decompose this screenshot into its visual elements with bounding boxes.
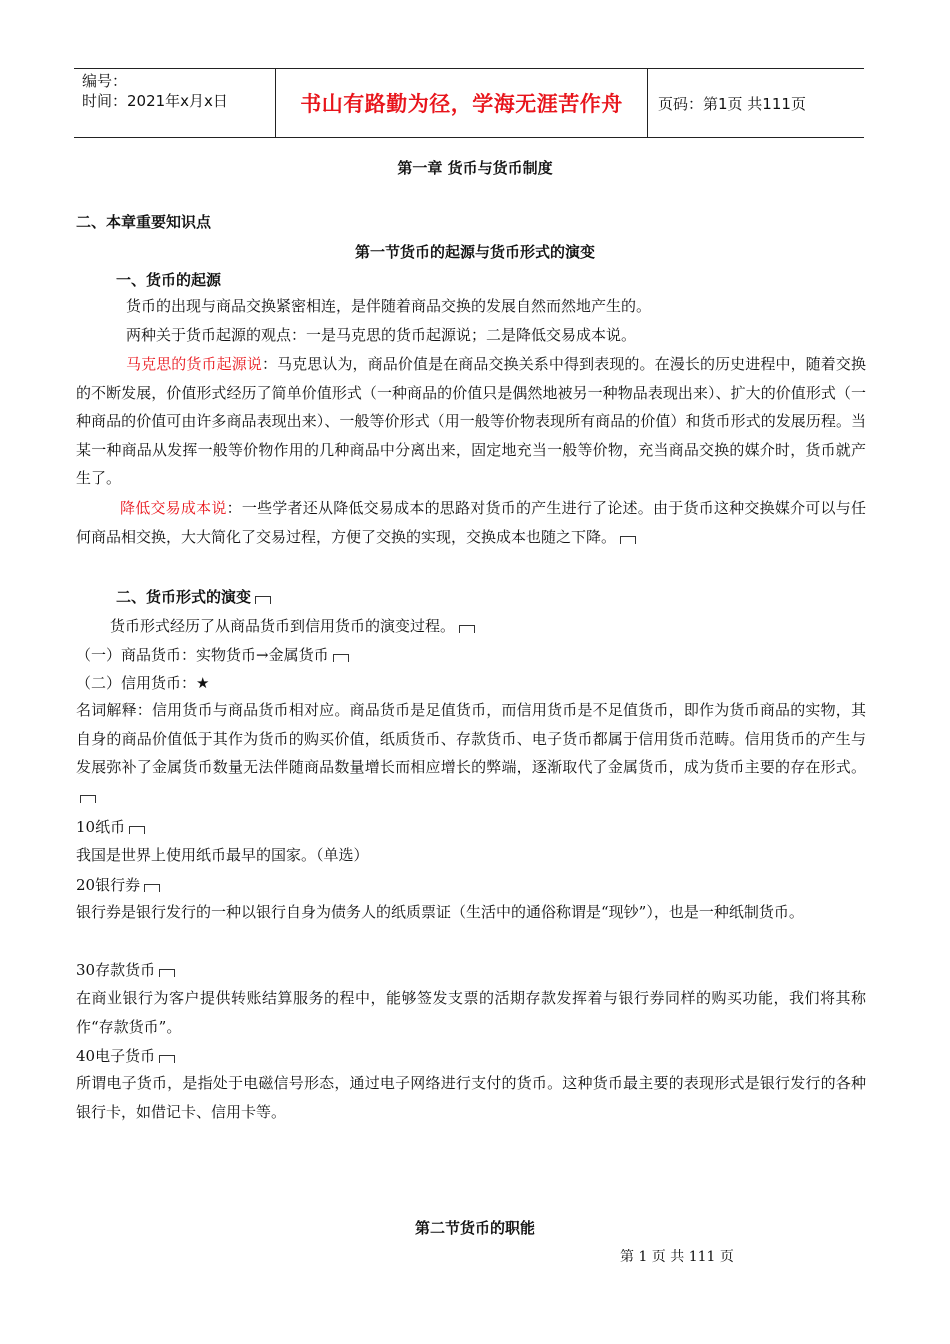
paragraph-origin-intro: 货币的出现与商品交换紧密相连，是伴随着商品交换的发展自然而然地产生的。 [126, 297, 652, 315]
paragraph-marx-theory [76, 350, 866, 493]
header-table [74, 68, 864, 138]
return-mark-icon [333, 654, 349, 662]
heading-banknote: 20银行券 [76, 875, 160, 895]
return-mark-icon [620, 536, 636, 544]
page-footer: 第 1 页 共 111 页 [620, 1249, 734, 1265]
doc-time-label: 时间：2021年x月x日 [82, 92, 228, 110]
section1-title: 第一节货币的起源与货币形式的演变 [354, 243, 595, 261]
heading-paper-money: 10纸币 [76, 817, 145, 837]
return-mark-icon [129, 826, 145, 834]
paragraph-evolution: 货币形式经历了从商品货币到信用货币的演变过程。 [110, 616, 475, 636]
heading-deposit-money: 30存款货币 [76, 960, 175, 980]
header-left-cell [74, 69, 276, 137]
return-mark-icon [159, 1055, 175, 1063]
marx-theory-text: ：马克思认为，商品价值是在商品交换关系中得到表现的。在漫长的历史进程中，随着交换的不断发展，价值形式经历了简单价值形式（一种商品的价值只是偶然地被另一种物品表现出来）、扩大的价值形式（一种商品的价值可由许多商品表现出来）、一般等价形式（用一般等价物表现所有商品的价值）和货币形式的发展历程。当某一种商品从发挥一般等价物作用的几种商品中分离出来，固定地充当一般等价物，充当商品交换的媒介时，货币就产生了。 [76, 355, 866, 487]
return-mark-icon [459, 625, 475, 633]
paragraph-electronic-money: 所谓电子货币，是指处于电磁信号形态，通过电子网络进行支付的货币。这种货币最主要的表现形式是银行发行的各种银行卡，如借记卡、信用卡等。 [76, 1074, 866, 1121]
subsection2-title: 二、货币形式的演变 [116, 587, 271, 607]
paragraph-paper-money: 我国是世界上使用纸币最早的国家。（单选） [76, 846, 369, 864]
return-mark-icon [80, 795, 96, 803]
header-page-label: 页码：第1页 共111页 [658, 94, 806, 113]
chapter-title: 第一章 货币与货币制度 [397, 159, 553, 177]
star-icon: ★ [196, 674, 210, 692]
paragraph-credit-definition: 名词解释：信用货币与商品货币相对应。商品货币是足值货币，而信用货币是不足值货币，即作为货币商品的实物，其自身的商品价值低于其作为货币的购买价值，纸质货币、存款货币、电子货币都属于信用货币范畴。信用货币的产生与发展弥补了金属货币数量无法伴随商品数量增长而相应增长的弊端，逐渐取代了金属货币，成为货币主要的存在形式。 [76, 696, 866, 810]
paragraph-deposit-money: 在商业银行为客户提供转账结算服务的程中，能够签发支票的活期存款发挥着与银行券同样的购买功能，我们将其称作“存款货币”。 [76, 989, 866, 1036]
return-mark-icon [255, 596, 271, 604]
doc-number-label: 编号： [82, 72, 128, 90]
header-motto: 书山有路勤为径，学海无涯苦作舟 [276, 69, 648, 137]
cost-theory-text: ：一些学者还从降低交易成本的思路对货币的产生进行了论述。由于货币这种交换媒介可以与任何商品相交换，大大简化了交易过程，方便了交换的实现，交换成本也随之下降。 [76, 499, 866, 546]
paragraph-two-views: 两种关于货币起源的观点：一是马克思的货币起源说；二是降低交易成本说。 [126, 326, 637, 344]
return-mark-icon [159, 969, 175, 977]
subsection1-title: 一、货币的起源 [116, 271, 222, 289]
item-credit-money: （二）信用货币：★ [76, 674, 210, 692]
return-mark-icon [144, 884, 160, 892]
section-heading: 二、本章重要知识点 [76, 213, 212, 231]
cost-theory-label: 降低交易成本说 [120, 499, 227, 517]
heading-electronic-money: 40电子货币 [76, 1046, 175, 1066]
marx-theory-label: 马克思的货币起源说 [126, 355, 262, 373]
section2-title: 第二节货币的职能 [414, 1219, 535, 1237]
paragraph-banknote: 银行券是银行发行的一种以银行自身为债务人的纸质票证（生活中的通俗称谓是“现钞”），也是一种纸制货币。 [76, 903, 804, 921]
item-commodity-money: （一）商品货币：实物货币→金属货币 [76, 645, 349, 665]
paragraph-cost-theory [76, 494, 866, 551]
